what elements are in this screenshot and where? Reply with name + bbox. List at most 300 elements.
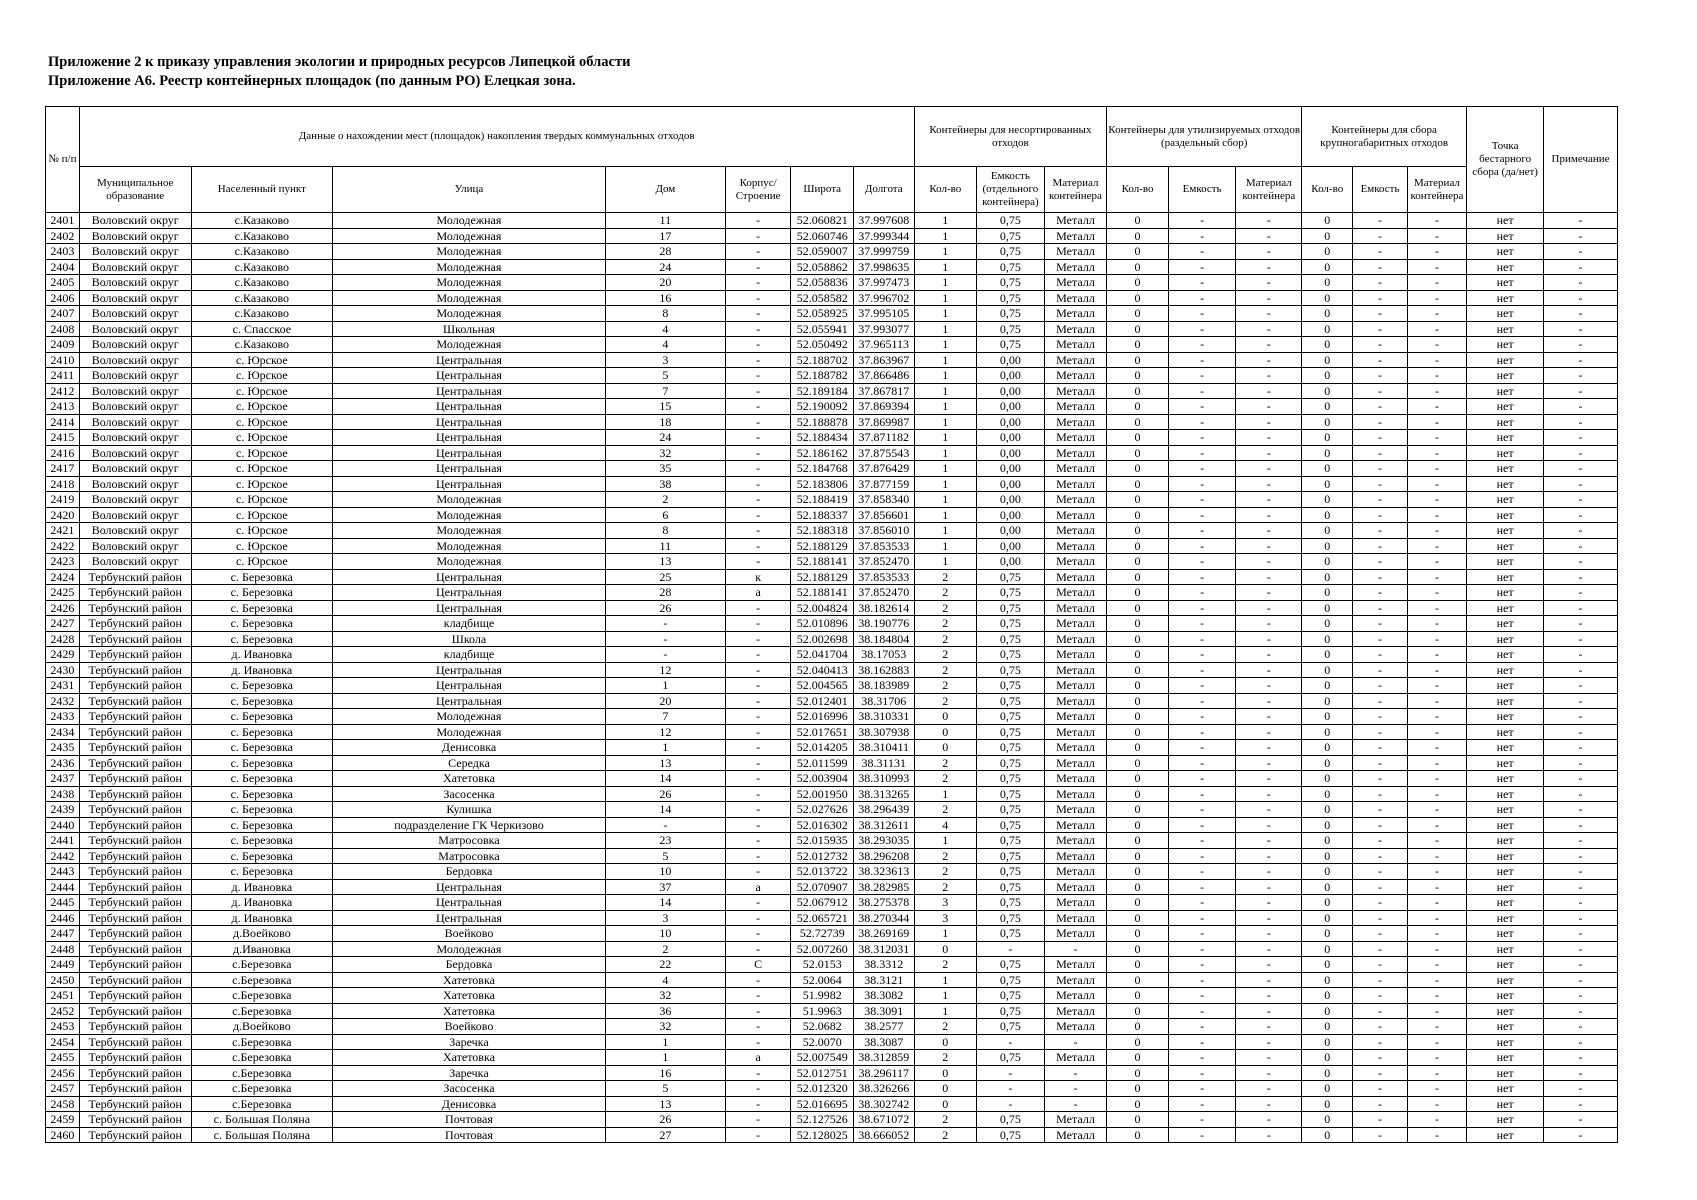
bulky-count-cell: 0 [1302,678,1353,694]
settlement-cell: д. Ивановка [191,879,333,895]
recycle-count-cell: 0 [1107,771,1169,787]
table-row [46,259,1618,275]
street-cell: Центральная [333,662,606,678]
recycle-material-cell: - [1236,507,1302,523]
street-cell: Молодежная [333,709,606,725]
latitude-cell: 52.055941 [791,321,854,337]
bulky-material-cell: - [1407,399,1466,415]
bulky-capacity-cell: - [1353,926,1407,942]
municipality-cell: Воловский округ [79,538,191,554]
point-cell: нет [1467,1003,1544,1019]
unsorted-count-cell: 2 [914,879,977,895]
recycle-material-cell: - [1236,786,1302,802]
point-cell: нет [1467,430,1544,446]
municipality-cell: Воловский округ [79,476,191,492]
bulky-count-cell: 0 [1302,554,1353,570]
settlement-cell: с. Юрское [191,352,333,368]
unsorted-count-cell: 2 [914,647,977,663]
note-cell: - [1544,461,1618,477]
recycle-count-cell: 0 [1107,1081,1169,1097]
unsorted-material-cell: Металл [1044,709,1107,725]
municipality-cell: Тербунский район [79,1019,191,1035]
recycle-material-cell: - [1236,352,1302,368]
settlement-cell: с. Березовка [191,616,333,632]
recycle-capacity-cell: - [1168,306,1236,322]
municipality-cell: Тербунский район [79,910,191,926]
table-row [46,988,1618,1004]
longitude-cell: 38.296208 [853,848,914,864]
bulky-count-cell: 0 [1302,724,1353,740]
recycle-capacity-cell: - [1168,1065,1236,1081]
municipality-cell: Воловский округ [79,461,191,477]
note-cell: - [1544,1112,1618,1128]
row-number: 2449 [46,957,80,973]
point-cell: нет [1467,399,1544,415]
unsorted-material-cell: Металл [1044,213,1107,229]
street-cell: Заречка [333,1065,606,1081]
street-cell: Молодежная [333,724,606,740]
street-cell: Засосенка [333,786,606,802]
unsorted-material-cell: Металл [1044,1127,1107,1143]
row-number: 2432 [46,693,80,709]
note-cell: - [1544,430,1618,446]
recycle-count-cell: 0 [1107,693,1169,709]
unsorted-material-cell: Металл [1044,414,1107,430]
unsorted-count-cell: 1 [914,213,977,229]
recycle-count-cell: 0 [1107,585,1169,601]
street-cell: Центральная [333,368,606,384]
recycle-count-cell: 0 [1107,1096,1169,1112]
unsorted-count-cell: 1 [914,492,977,508]
settlement-cell: с.Березовка [191,988,333,1004]
bulky-material-cell: - [1407,879,1466,895]
bulky-capacity-cell: - [1353,244,1407,260]
settlement-cell: с. Юрское [191,399,333,415]
table-row [46,879,1618,895]
point-cell: нет [1467,1096,1544,1112]
bulky-capacity-cell: - [1353,585,1407,601]
recycle-count-cell: 0 [1107,368,1169,384]
unsorted-material-cell: Металл [1044,631,1107,647]
recycle-capacity-cell: - [1168,802,1236,818]
unsorted-capacity-cell: 0,75 [977,631,1045,647]
recycle-count-cell: 0 [1107,895,1169,911]
street-cell: подразделение ГК Черкизово [333,817,606,833]
point-cell: нет [1467,802,1544,818]
unsorted-count-cell: 2 [914,864,977,880]
latitude-cell: 52.0682 [791,1019,854,1035]
settlement-cell: с. Юрское [191,507,333,523]
settlement-cell: д. Ивановка [191,662,333,678]
building-cell: - [725,414,791,430]
settlement-cell: с. Юрское [191,445,333,461]
note-cell: - [1544,1081,1618,1097]
unsorted-capacity-cell: - [977,1034,1045,1050]
bulky-material-cell: - [1407,461,1466,477]
bulky-material-cell: - [1407,895,1466,911]
bulky-capacity-cell: - [1353,213,1407,229]
bulky-count-cell: 0 [1302,523,1353,539]
bulky-material-cell: - [1407,352,1466,368]
longitude-cell: 38.296117 [853,1065,914,1081]
building-cell: - [725,399,791,415]
building-cell: - [725,926,791,942]
bulky-count-cell: 0 [1302,740,1353,756]
street-cell: Центральная [333,678,606,694]
bulky-capacity-cell: - [1353,802,1407,818]
recycle-material-cell: - [1236,476,1302,492]
latitude-cell: 52.065721 [791,910,854,926]
municipality-cell: Воловский округ [79,507,191,523]
recycle-capacity-cell: - [1168,709,1236,725]
point-cell: нет [1467,492,1544,508]
unsorted-capacity-cell: 0,75 [977,213,1045,229]
municipality-cell: Тербунский район [79,879,191,895]
recycle-material-cell: - [1236,724,1302,740]
table-row [46,662,1618,678]
bulky-count-cell: 0 [1302,337,1353,353]
house-cell: 14 [605,802,725,818]
unsorted-count-cell: 1 [914,321,977,337]
street-cell: Центральная [333,569,606,585]
table-row [46,507,1618,523]
unsorted-count-cell: 1 [914,786,977,802]
recycle-material-cell: - [1236,538,1302,554]
recycle-count-cell: 0 [1107,802,1169,818]
point-cell: нет [1467,1112,1544,1128]
table-row [46,972,1618,988]
bulky-capacity-cell: - [1353,259,1407,275]
house-cell: 25 [605,569,725,585]
recycle-material-cell: - [1236,957,1302,973]
unsorted-capacity-cell: 0,75 [977,709,1045,725]
note-cell: - [1544,523,1618,539]
bulky-capacity-cell: - [1353,864,1407,880]
building-cell: - [725,461,791,477]
table-row [46,306,1618,322]
recycle-count-cell: 0 [1107,213,1169,229]
municipality-cell: Воловский округ [79,213,191,229]
unsorted-capacity-cell: 0,75 [977,786,1045,802]
bulky-capacity-cell: - [1353,616,1407,632]
building-cell: - [725,1065,791,1081]
unsorted-count-cell: 3 [914,895,977,911]
note-cell: - [1544,275,1618,291]
note-cell: - [1544,538,1618,554]
recycle-count-cell: 0 [1107,1019,1169,1035]
bulky-count-cell: 0 [1302,895,1353,911]
note-cell: - [1544,786,1618,802]
street-cell: Молодежная [333,554,606,570]
recycle-count-cell: 0 [1107,817,1169,833]
street-cell: Хатетовка [333,1003,606,1019]
house-cell: 1 [605,1050,725,1066]
municipality-cell: Тербунский район [79,585,191,601]
note-cell: - [1544,910,1618,926]
bulky-material-cell: - [1407,1081,1466,1097]
building-cell: - [725,740,791,756]
bulky-capacity-cell: - [1353,988,1407,1004]
recycle-material-cell: - [1236,864,1302,880]
header-recycle-count: Кол-во [1107,167,1169,213]
recycle-count-cell: 0 [1107,569,1169,585]
table-row [46,678,1618,694]
bulky-capacity-cell: - [1353,833,1407,849]
note-cell: - [1544,833,1618,849]
street-cell: Молодежная [333,492,606,508]
latitude-cell: 52.128025 [791,1127,854,1143]
building-cell: - [725,693,791,709]
note-cell: - [1544,213,1618,229]
row-number: 2408 [46,321,80,337]
settlement-cell: с.Казаково [191,275,333,291]
house-cell: 28 [605,244,725,260]
unsorted-capacity-cell: - [977,1096,1045,1112]
recycle-capacity-cell: - [1168,647,1236,663]
recycle-count-cell: 0 [1107,352,1169,368]
municipality-cell: Тербунский район [79,771,191,787]
point-cell: нет [1467,213,1544,229]
bulky-capacity-cell: - [1353,569,1407,585]
recycle-capacity-cell: - [1168,399,1236,415]
building-cell: - [725,1127,791,1143]
unsorted-capacity-cell: 0,75 [977,972,1045,988]
street-cell: Центральная [333,910,606,926]
unsorted-material-cell: Металл [1044,988,1107,1004]
table-row [46,352,1618,368]
recycle-capacity-cell: - [1168,941,1236,957]
bulky-count-cell: 0 [1302,817,1353,833]
building-cell: - [725,321,791,337]
house-cell: 3 [605,910,725,926]
row-number: 2443 [46,864,80,880]
note-cell: - [1544,957,1618,973]
longitude-cell: 38.3091 [853,1003,914,1019]
street-cell: Хатетовка [333,988,606,1004]
row-number: 2413 [46,399,80,415]
municipality-cell: Тербунский район [79,1003,191,1019]
latitude-cell: 52.017651 [791,724,854,740]
bulky-material-cell: - [1407,771,1466,787]
note-cell: - [1544,569,1618,585]
building-cell: - [725,1096,791,1112]
municipality-cell: Тербунский район [79,709,191,725]
unsorted-capacity-cell: - [977,1065,1045,1081]
row-number: 2426 [46,600,80,616]
unsorted-material-cell: Металл [1044,585,1107,601]
unsorted-material-cell: Металл [1044,337,1107,353]
bulky-material-cell: - [1407,554,1466,570]
house-cell: 11 [605,538,725,554]
municipality-cell: Воловский округ [79,321,191,337]
municipality-cell: Воловский округ [79,492,191,508]
building-cell: - [725,972,791,988]
recycle-count-cell: 0 [1107,290,1169,306]
row-number: 2439 [46,802,80,818]
table-row [46,383,1618,399]
settlement-cell: с. Юрское [191,476,333,492]
settlement-cell: с. Березовка [191,786,333,802]
unsorted-capacity-cell: 0,00 [977,523,1045,539]
point-cell: нет [1467,445,1544,461]
recycle-capacity-cell: - [1168,879,1236,895]
point-cell: нет [1467,678,1544,694]
unsorted-material-cell: Металл [1044,755,1107,771]
building-cell: - [725,755,791,771]
point-cell: нет [1467,972,1544,988]
bulky-count-cell: 0 [1302,228,1353,244]
bulky-material-cell: - [1407,1050,1466,1066]
recycle-material-cell: - [1236,1019,1302,1035]
recycle-count-cell: 0 [1107,337,1169,353]
point-cell: нет [1467,259,1544,275]
note-cell: - [1544,771,1618,787]
street-cell: Молодежная [333,306,606,322]
settlement-cell: с. Большая Поляна [191,1127,333,1143]
street-cell: Матросовка [333,833,606,849]
unsorted-capacity-cell: 0,00 [977,352,1045,368]
bulky-count-cell: 0 [1302,864,1353,880]
unsorted-count-cell: 2 [914,1127,977,1143]
unsorted-count-cell: 1 [914,414,977,430]
bulky-material-cell: - [1407,647,1466,663]
recycle-capacity-cell: - [1168,554,1236,570]
unsorted-count-cell: 0 [914,740,977,756]
table-row [46,926,1618,942]
row-number: 2410 [46,352,80,368]
municipality-cell: Тербунский район [79,1112,191,1128]
point-cell: нет [1467,833,1544,849]
recycle-count-cell: 0 [1107,600,1169,616]
bulky-capacity-cell: - [1353,321,1407,337]
note-cell: - [1544,972,1618,988]
latitude-cell: 52.002698 [791,631,854,647]
unsorted-capacity-cell: 0,75 [977,740,1045,756]
unsorted-count-cell: 2 [914,1019,977,1035]
unsorted-count-cell: 1 [914,926,977,942]
latitude-cell: 52.012732 [791,848,854,864]
table-row [46,430,1618,446]
bulky-count-cell: 0 [1302,383,1353,399]
street-cell: Центральная [333,895,606,911]
table-row [46,895,1618,911]
bulky-capacity-cell: - [1353,1003,1407,1019]
row-number: 2407 [46,306,80,322]
note-cell: - [1544,321,1618,337]
table-row [46,213,1618,229]
bulky-count-cell: 0 [1302,1081,1353,1097]
building-cell: - [725,786,791,802]
row-number: 2441 [46,833,80,849]
bulky-count-cell: 0 [1302,631,1353,647]
bulky-material-cell: - [1407,662,1466,678]
row-number: 2404 [46,259,80,275]
unsorted-material-cell: Металл [1044,399,1107,415]
point-cell: нет [1467,554,1544,570]
point-cell: нет [1467,538,1544,554]
settlement-cell: с. Березовка [191,600,333,616]
point-cell: нет [1467,910,1544,926]
unsorted-material-cell: Металл [1044,228,1107,244]
longitude-cell: 37.869987 [853,414,914,430]
house-cell: 6 [605,507,725,523]
building-cell: - [725,1081,791,1097]
bulky-capacity-cell: - [1353,848,1407,864]
recycle-material-cell: - [1236,678,1302,694]
building-cell: - [725,244,791,260]
unsorted-capacity-cell: 0,00 [977,445,1045,461]
recycle-material-cell: - [1236,926,1302,942]
latitude-cell: 52.127526 [791,1112,854,1128]
house-cell: 7 [605,709,725,725]
bulky-capacity-cell: - [1353,1050,1407,1066]
latitude-cell: 52.058582 [791,290,854,306]
bulky-count-cell: 0 [1302,786,1353,802]
row-number: 2415 [46,430,80,446]
settlement-cell: с. Березовка [191,709,333,725]
latitude-cell: 52.188337 [791,507,854,523]
building-cell: - [725,1019,791,1035]
row-number: 2434 [46,724,80,740]
recycle-material-cell: - [1236,445,1302,461]
recycle-count-cell: 0 [1107,1112,1169,1128]
building-cell: - [725,864,791,880]
bulky-material-cell: - [1407,430,1466,446]
street-cell: Молодежная [333,259,606,275]
settlement-cell: с. Юрское [191,554,333,570]
bulky-count-cell: 0 [1302,430,1353,446]
recycle-capacity-cell: - [1168,213,1236,229]
row-number: 2437 [46,771,80,787]
unsorted-count-cell: 0 [914,709,977,725]
recycle-capacity-cell: - [1168,755,1236,771]
municipality-cell: Воловский округ [79,352,191,368]
bulky-material-cell: - [1407,957,1466,973]
registry-table-body [46,213,1618,1143]
row-number: 2450 [46,972,80,988]
table-row [46,523,1618,539]
bulky-count-cell: 0 [1302,926,1353,942]
point-cell: нет [1467,1050,1544,1066]
bulky-material-cell: - [1407,1065,1466,1081]
bulky-material-cell: - [1407,817,1466,833]
note-cell: - [1544,647,1618,663]
bulky-material-cell: - [1407,1112,1466,1128]
bulky-material-cell: - [1407,988,1466,1004]
bulky-count-cell: 0 [1302,306,1353,322]
latitude-cell: 52.184768 [791,461,854,477]
house-cell: 26 [605,600,725,616]
street-cell: Бердовка [333,864,606,880]
note-cell: - [1544,895,1618,911]
row-number: 2409 [46,337,80,353]
settlement-cell: с. Березовка [191,755,333,771]
bulky-count-cell: 0 [1302,445,1353,461]
bulky-count-cell: 0 [1302,414,1353,430]
recycle-count-cell: 0 [1107,941,1169,957]
latitude-cell: 52.188419 [791,492,854,508]
municipality-cell: Тербунский район [79,1096,191,1112]
house-cell: 13 [605,554,725,570]
table-row [46,647,1618,663]
recycle-material-cell: - [1236,244,1302,260]
street-cell: Середка [333,755,606,771]
point-cell: нет [1467,569,1544,585]
house-cell: 8 [605,306,725,322]
latitude-cell: 52.058925 [791,306,854,322]
bulky-capacity-cell: - [1353,290,1407,306]
unsorted-count-cell: 1 [914,507,977,523]
